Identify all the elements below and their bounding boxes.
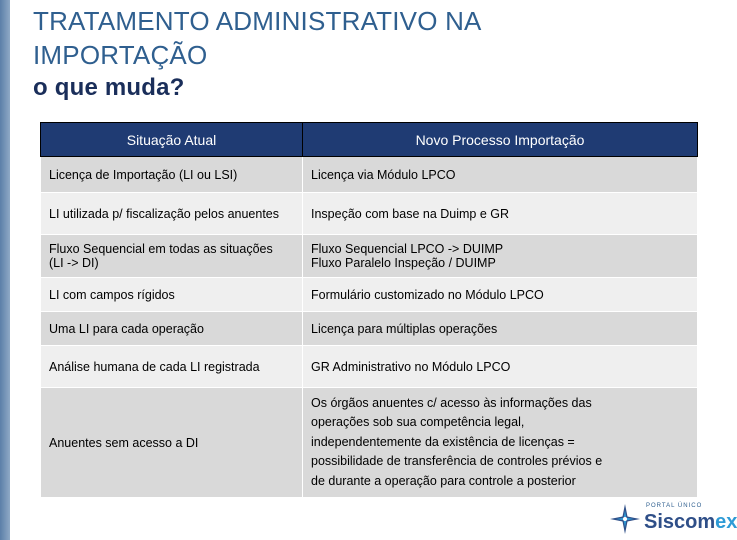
cell-line: Análise humana de cada LI registrada (49, 359, 260, 374)
header-new: Novo Processo Importação (303, 123, 698, 157)
table-row (41, 346, 698, 388)
cell-line: Fluxo Sequencial LPCO -> DUIMP (311, 242, 504, 256)
logo-wordmark (644, 511, 737, 534)
cell-new (303, 278, 698, 312)
table-header-row (41, 123, 698, 157)
cell-current (41, 157, 303, 193)
cell-line: Inspeção com base na Duimp e GR (311, 206, 510, 221)
cell-line: Anuentes sem acesso a DI (49, 435, 199, 450)
cell-new (303, 388, 698, 498)
cell-line: Uma LI para cada operação (49, 321, 204, 336)
siscomex-logo (610, 502, 737, 538)
left-accent-bar (0, 0, 10, 540)
cell-new (303, 312, 698, 346)
title-line-1: TRATAMENTO ADMINISTRATIVO NA (33, 6, 482, 36)
cell-line: Os órgãos anuentes c/ acesso às informações das (311, 395, 592, 410)
cell-line: Fluxo Sequencial em todas as situações (49, 242, 273, 256)
cell-new (303, 346, 698, 388)
cell-current (41, 388, 303, 498)
star-compass-icon (610, 504, 640, 534)
header-current: Situação Atual (41, 123, 303, 157)
table-row (41, 235, 698, 278)
cell-line: GR Administrativo no Módulo LPCO (311, 359, 511, 374)
cell-line: Licença via Módulo LPCO (311, 167, 456, 182)
cell-line: independentemente da existência de licenças = (311, 434, 575, 449)
table-row (41, 157, 698, 193)
table-row (41, 312, 698, 346)
cell-new (303, 193, 698, 235)
logo-wordmark-main: Siscom (644, 511, 716, 533)
cell-current (41, 193, 303, 235)
cell-line: Formulário customizado no Módulo LPCO (311, 287, 544, 302)
cell-current (41, 312, 303, 346)
title-line-2: IMPORTAÇÃO (33, 40, 208, 70)
cell-line: de durante a operação para controle a posterior (311, 473, 576, 488)
logo-tagline: PORTAL ÚNICO (646, 503, 703, 509)
cell-line: Fluxo Paralelo Inspeção / DUIMP (311, 256, 496, 270)
cell-line: operações sob sua competência legal, (311, 415, 525, 430)
cell-current (41, 235, 303, 278)
cell-line: LI utilizada p/ fiscalização pelos anuentes (49, 206, 280, 221)
cell-line: possibilidade de transferência de controles prévios e (311, 454, 603, 469)
cell-line: (LI -> DI) (49, 256, 99, 270)
cell-new (303, 235, 698, 278)
comparison-table (40, 122, 698, 498)
logo-wordmark-accent: ex (715, 511, 737, 533)
cell-current (41, 346, 303, 388)
table-row (41, 388, 698, 498)
cell-line: LI com campos rígidos (49, 287, 175, 302)
cell-line: Licença para múltiplas operações (311, 321, 498, 336)
table-row (41, 278, 698, 312)
slide-subtitle: o que muda? (33, 74, 185, 101)
slide-title (33, 4, 693, 104)
cell-new (303, 157, 698, 193)
cell-current (41, 278, 303, 312)
table-row (41, 193, 698, 235)
cell-line: Licença de Importação (LI ou LSI) (49, 167, 238, 182)
